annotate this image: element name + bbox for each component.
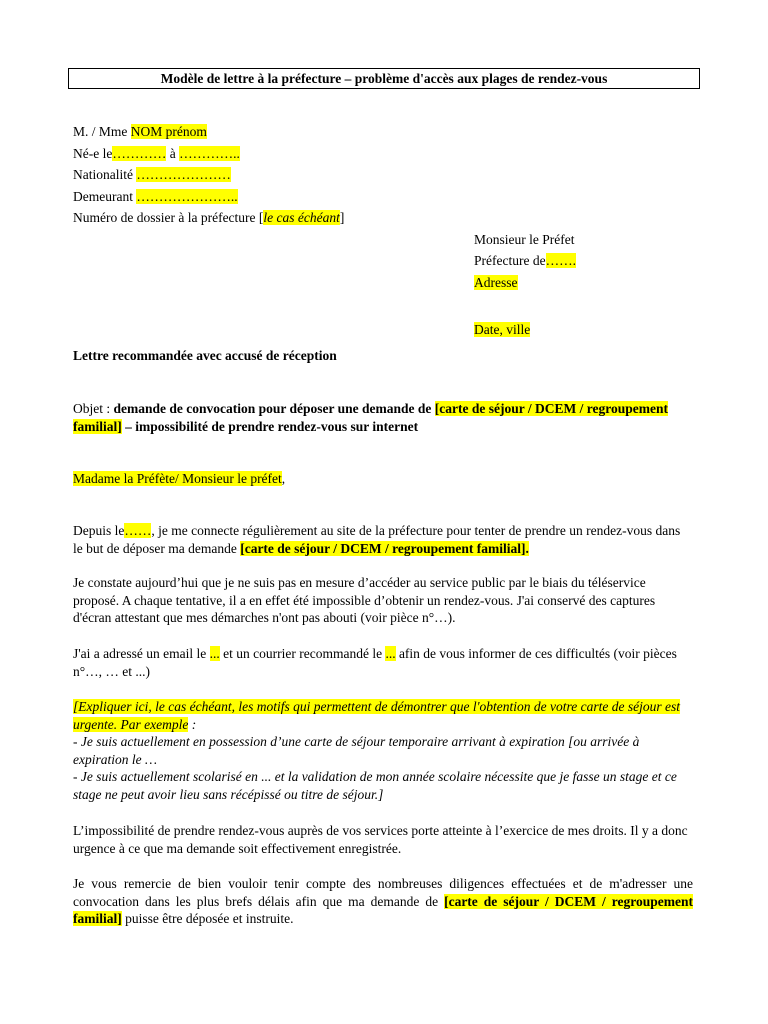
p4-colon: : (188, 716, 197, 732)
p4-example-1-text: - Je suis actuellement en possession d’une carte de séjour temporaire arrivant à expiration [ou arrivée à expiration le … (73, 734, 640, 767)
recipient-address-placeholder: Adresse (474, 275, 518, 290)
sender-nationality-label: Nationalité (73, 167, 137, 182)
p3-prefix: J'ai a adressé un email le (73, 646, 210, 661)
recipient-prefecture-placeholder: ……. (545, 253, 576, 268)
paragraph-3 (73, 645, 693, 680)
p4-intro (73, 698, 693, 733)
sender-address-line (73, 188, 238, 206)
objet-paragraph (73, 400, 693, 435)
registered-mail-text: Lettre recommandée avec accusé de réception (73, 348, 337, 363)
paragraph-2: Je constate aujourd’hui que je ne suis pas en mesure d’accéder au service public par le biais du téléservice proposé. A chaque tentative, il a en effet été impossible d’obtenir un rendez-vous. J'ai conservé des captures d'écran attestant que mes démarches n'ont pas abouti (voir pièce n°…). (73, 575, 656, 625)
salutation-text: Madame la Préfète/ Monsieur le préfet (73, 471, 282, 486)
sender-birth-at: à (166, 146, 180, 161)
sender-file-number-line (73, 209, 344, 227)
p1-text: , je me connecte régulièrement au site de la préfecture pour tenter de prendre un rendez-vous dans le but de déposer ma demande (73, 523, 681, 556)
recipient-address-line (474, 274, 518, 292)
recipient-prefecture-line (474, 252, 576, 270)
objet-label: Objet : (73, 401, 114, 416)
p3-mid: et un courrier recommandé le (219, 646, 386, 661)
page-title: Modèle de lettre à la préfecture – problème d'accès aux plages de rendez-vous (68, 68, 700, 89)
sender-name-line (73, 123, 207, 141)
p4-example-2 (73, 768, 693, 803)
registered-mail-line (73, 347, 337, 365)
paragraph-5: L’impossibilité de prendre rendez-vous auprès de vos services porte atteinte à l’exercice de mes droits. Il y a donc urgence à ce que ma demande soit effectivement enregistrée. (73, 823, 688, 856)
p4-explanation-placeholder: [Expliquer ici, le cas échéant, les motifs qui permettent de démontrer que l'obtention de votre carte de séjour est urgente. Par exemple (73, 699, 680, 732)
objet-bold-start: demande de convocation pour déposer une demande de (113, 401, 435, 416)
sender-name-label: M. / Mme (73, 124, 131, 139)
p1-document-type: [carte de séjour / DCEM / regroupement familial]. (240, 540, 529, 556)
paragraph-4 (73, 698, 693, 803)
recipient-title: Monsieur le Préfet (474, 232, 575, 247)
sender-birth-line (73, 145, 240, 163)
paragraph-1 (73, 522, 693, 557)
p3-email-date-placeholder: ... (209, 646, 220, 661)
sender-nationality-placeholder: ………………… (136, 167, 231, 182)
objet-bold-end: – impossibilité de prendre rendez-vous sur internet (121, 418, 419, 434)
salutation-line (73, 470, 285, 488)
p4-example-1 (73, 733, 693, 768)
p1-prefix: Depuis le (73, 523, 125, 538)
paragraph-6 (73, 875, 693, 928)
date-city-placeholder: Date, ville (474, 322, 531, 337)
sender-address-label: Demeurant (73, 189, 137, 204)
sender-file-note: le cas échéant (263, 210, 340, 225)
recipient-prefecture-label: Préfecture de (474, 253, 546, 268)
salutation-comma: , (281, 471, 286, 486)
sender-nationality-line (73, 166, 231, 184)
date-city-line (474, 321, 530, 339)
p6-suffix: puisse être déposée et instruite. (121, 911, 294, 926)
sender-birth-label: Né-e le (73, 146, 113, 161)
p1-date-placeholder: …… (124, 523, 152, 538)
sender-birth-date-placeholder: ………… (112, 146, 167, 161)
p3-mail-date-placeholder: ... (385, 646, 396, 661)
objet-document-type: [carte de séjour / DCEM / regroupement familial] (73, 401, 668, 434)
sender-birth-place-placeholder: ………….. (179, 146, 240, 161)
p6-text: Je vous remercie de bien vouloir tenir compte des nombreuses diligences effectuées et de m'adresser une convocation dans les plus brefs délais afin que ma demande de (73, 876, 693, 909)
sender-file-label: Numéro de dossier à la préfecture [ (73, 210, 264, 225)
sender-address-placeholder: ………………….. (136, 189, 238, 204)
p3-suffix: afin de vous informer de ces difficultés (voir pièces n°…, … et ...) (73, 646, 677, 679)
sender-file-bracket: ] (339, 210, 345, 225)
sender-name-placeholder: NOM prénom (130, 124, 207, 139)
p4-example-2-text: - Je suis actuellement scolarisé en ... et la validation de mon année scolaire nécessite que je fasse un stage et ce stage ne peut avoir lieu sans récépissé ou titre de séjour.] (73, 769, 677, 802)
p6-document-type: [carte de séjour / DCEM / regroupement familial] (73, 893, 693, 926)
